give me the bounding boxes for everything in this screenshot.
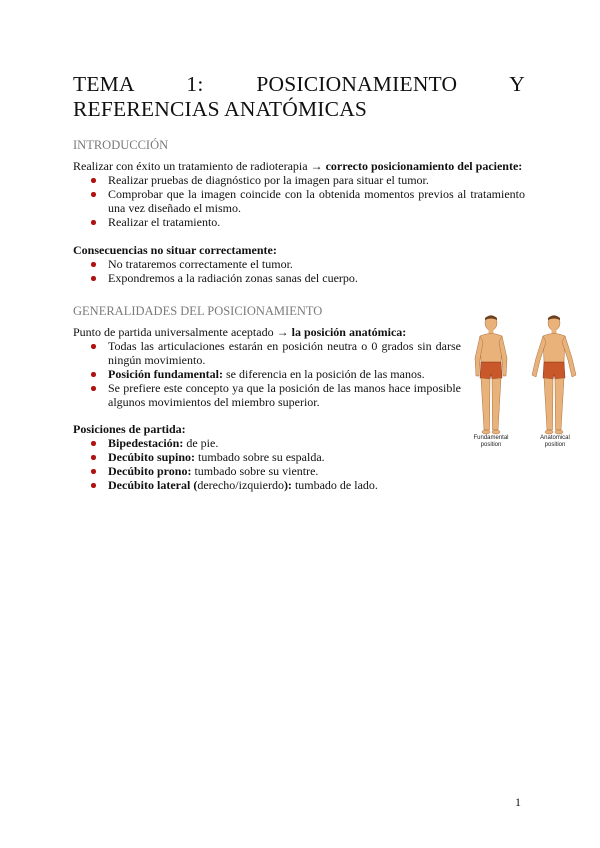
- anatomical-intro-paragraph: [73, 325, 453, 339]
- anatomical-intro-bold: la posición anatómica:: [291, 325, 407, 339]
- human-figures-illustration: [470, 312, 590, 437]
- section-heading-introduccion: INTRODUCCIÓN: [73, 138, 169, 152]
- intro-text: Realizar con éxito un tratamiento de radioterapia →: [73, 159, 326, 173]
- list-item: Decúbito lateral (derecho/izquierdo): tumbado de lado.: [91, 478, 525, 492]
- list-item: Posición fundamental: se diferencia en la posición de las manos.: [91, 367, 461, 381]
- section-heading-generalidades: GENERALIDADES DEL POSICIONAMIENTO: [73, 304, 323, 318]
- intro-bold: correcto posicionamiento del paciente:: [325, 159, 523, 173]
- positions-heading: Posiciones de partida:: [73, 422, 186, 436]
- list-item: Comprobar que la imagen coincide con la obtenida momentos previos al tratamiento una vez diseñado el mismo.: [91, 187, 525, 215]
- figure-caption-fundamental: Fundamental position: [473, 435, 509, 448]
- consequences-heading: Consecuencias no situar correctamente:: [73, 243, 277, 257]
- page-title: TEMA 1: POSICIONAMIENTO Y REFERENCIAS ANATÓMICAS: [73, 72, 525, 121]
- intro-list: [91, 173, 525, 229]
- list-item: No trataremos correctamente el tumor.: [91, 257, 525, 271]
- positions-list: [91, 436, 525, 492]
- anatomical-list: [91, 339, 461, 409]
- consequences-list: [91, 257, 525, 285]
- fundamental-position-figure: [475, 316, 507, 435]
- list-item: Todas las articulaciones estarán en posición neutra o 0 grados sin darse ningún movimiento.: [91, 339, 461, 367]
- list-item: Decúbito supino: tumbado sobre su espalda.: [91, 450, 525, 464]
- anatomical-position-figure: [532, 316, 576, 435]
- anatomical-intro-text: Punto de partida universalmente aceptado →: [73, 325, 292, 339]
- list-item: Decúbito prono: tumbado sobre su vientre.: [91, 464, 525, 478]
- list-item: Se prefiere este concepto ya que la posición de las manos hace imposible algunos movimientos del miembro superior.: [91, 381, 461, 409]
- list-item: Expondremos a la radiación zonas sanas del cuerpo.: [91, 271, 525, 285]
- figure-caption-anatomical: Anatomical position: [540, 435, 570, 448]
- intro-paragraph: [73, 159, 525, 173]
- anatomical-positions-figure: [470, 312, 590, 457]
- fundamental-position-label: Posición fundamental:: [108, 367, 224, 381]
- list-item: Realizar el tratamiento.: [91, 215, 525, 229]
- list-item: Bipedestación: de pie.: [91, 436, 525, 450]
- page-number: 1: [515, 795, 521, 809]
- list-item: Realizar pruebas de diagnóstico por la imagen para situar el tumor.: [91, 173, 525, 187]
